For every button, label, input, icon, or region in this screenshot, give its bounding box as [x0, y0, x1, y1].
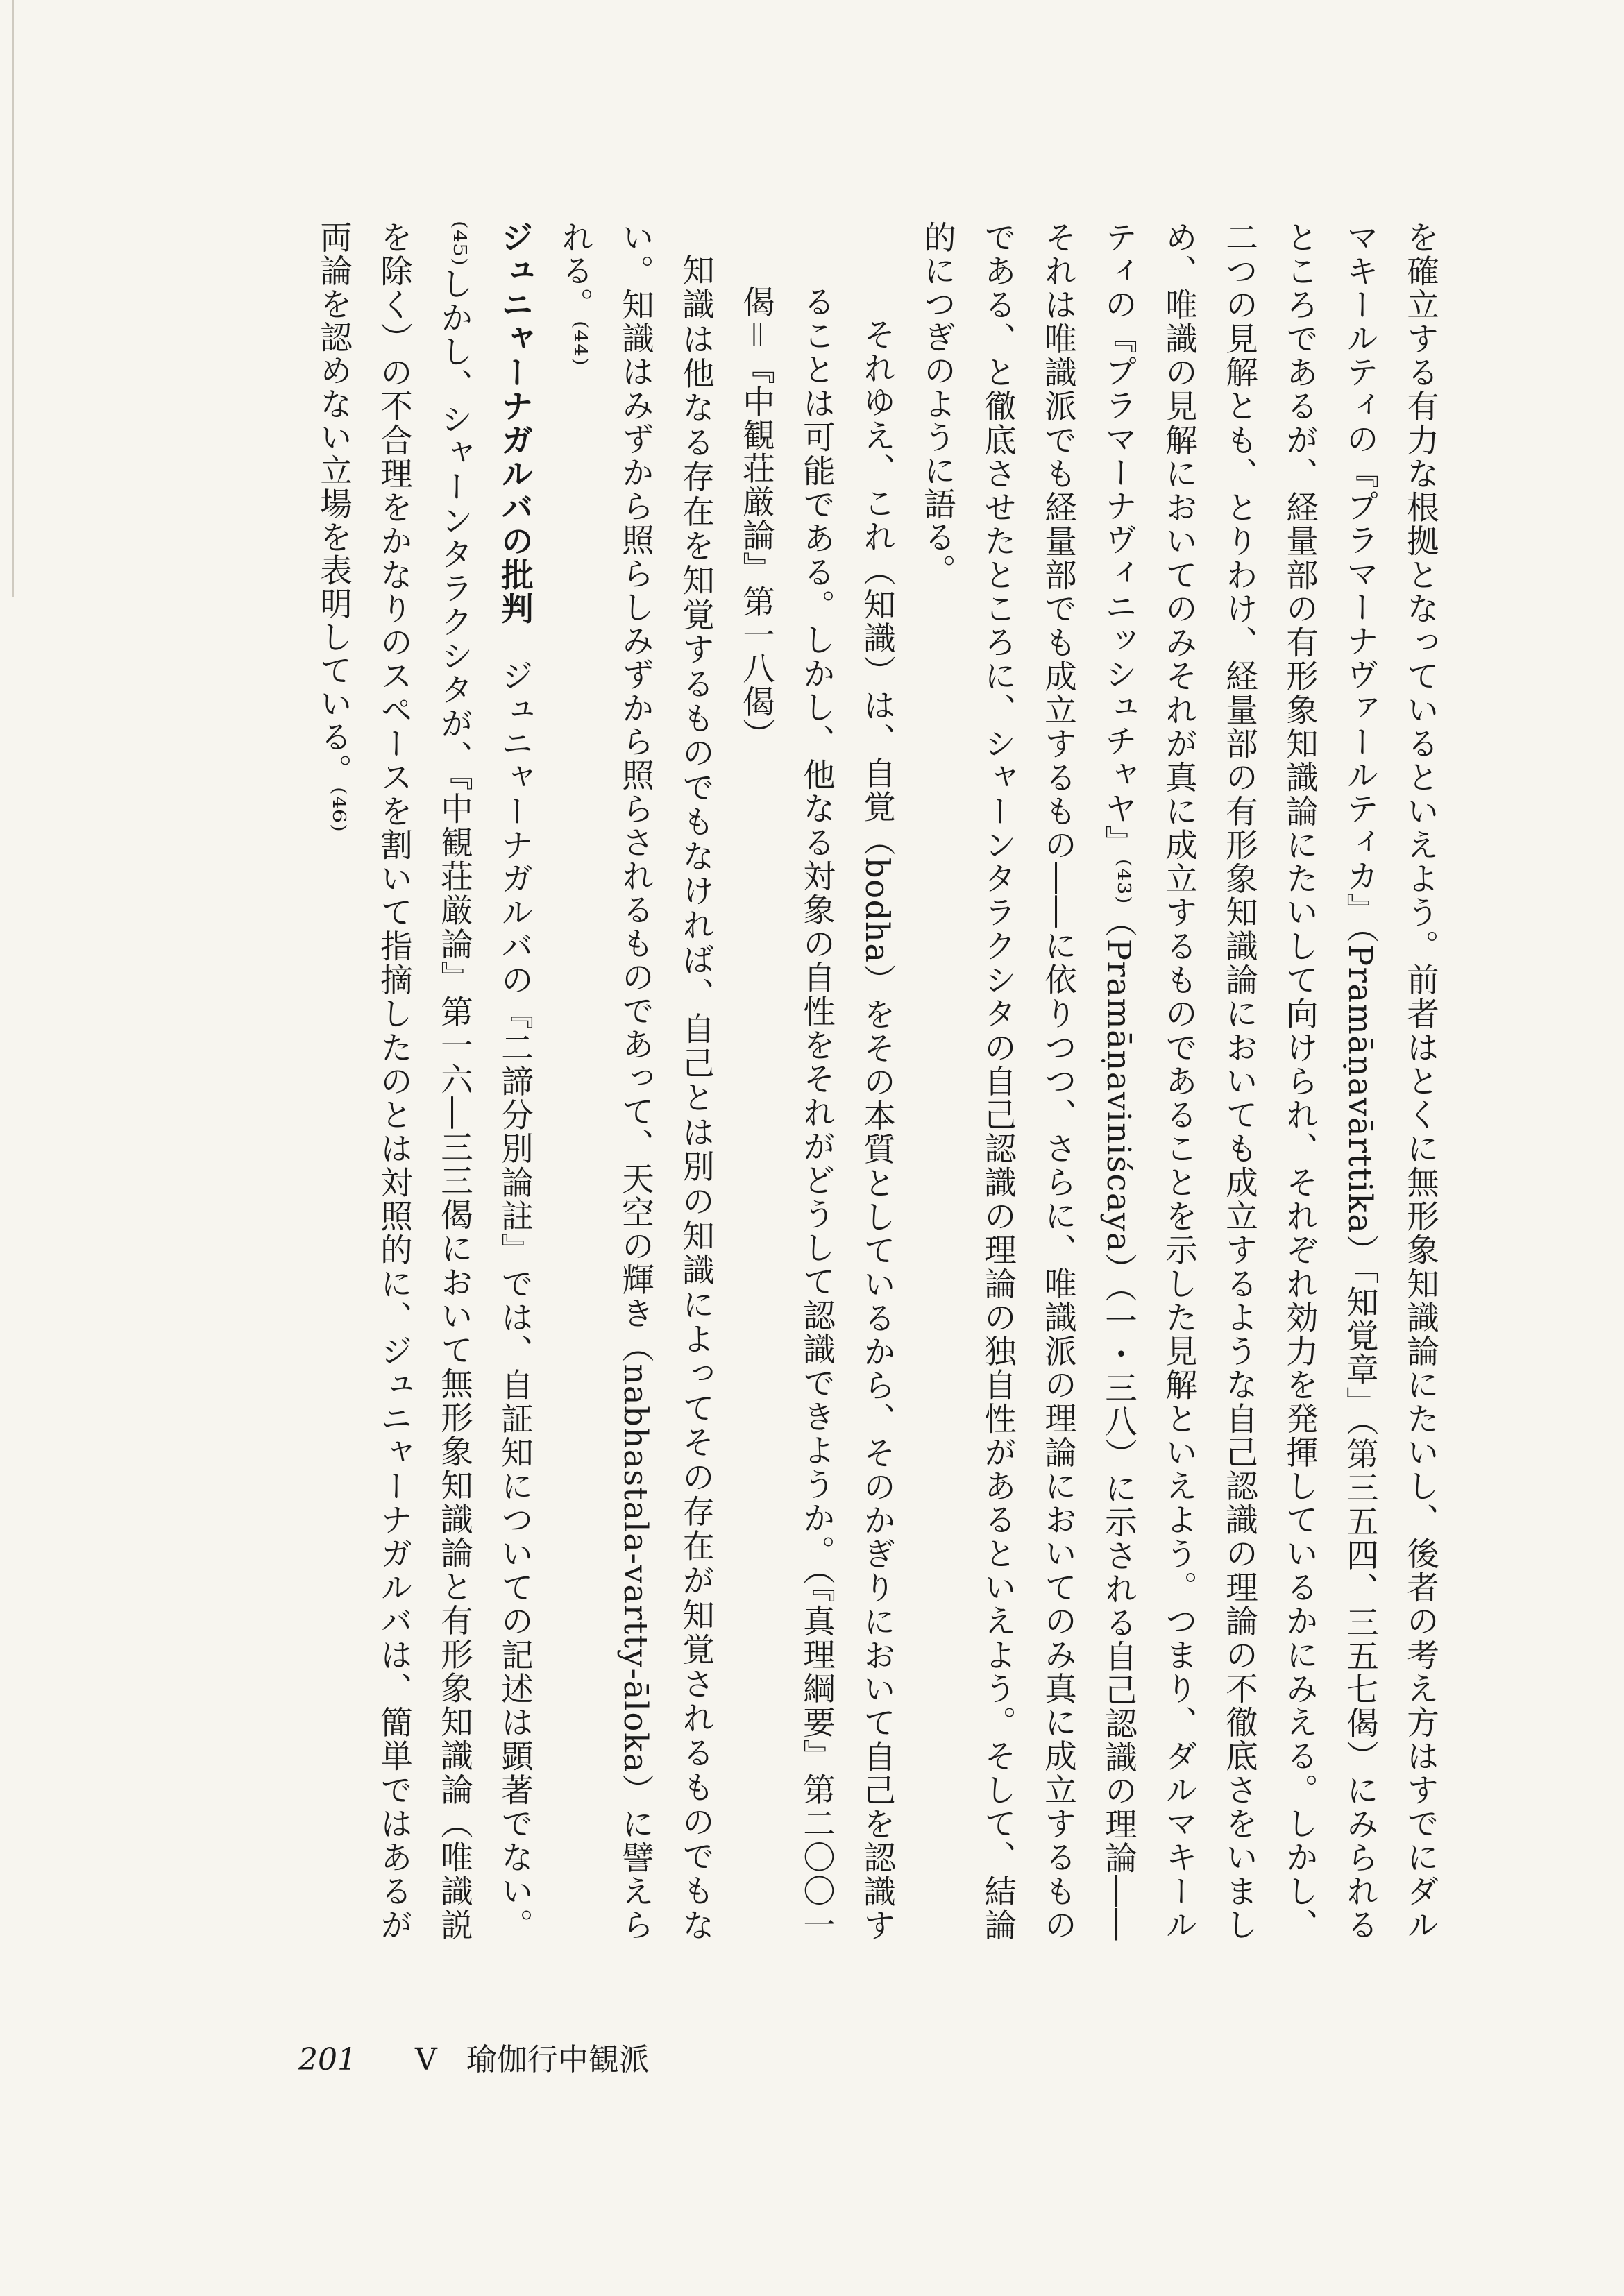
paragraph: [907, 221, 1450, 1941]
paragraph-text: 知識は他なる存在を知覚するものでもなければ、自己とは別の知識によってその存在が知覚されるものでもない。知識はみずから照らしみずから照らされるものであって、天空の輝き（nabhastala-vartty-āloka）に譬えられる。⁽⁴⁴⁾: [557, 221, 715, 1941]
paragraph: [303, 221, 545, 1941]
page-footer: [298, 2034, 650, 2079]
chapter-title: 瑜伽行中観派: [466, 2042, 650, 2077]
paragraph-text: を確立する有力な根拠となっているといえよう。前者はとくに無形象知識論にたいし、後者の考え方はすでにダルマキールティの『プラマーナヴァールティカ』（Pramāṇavārttika）「知覚章」（第三五四、三五七偈）にみられるところであるが、経量部の有形象知識論にたいして向けられ、それぞれ効力を発揮しているかにみえる。しかし、二つの見解とも、とりわけ、経量部の有形象知識論においても成立するような自己認識の理論の不徹底さをいましめ、唯識の見解においてのみそれが真に成立するものであることを示した見解といえよう。つまり、ダルマキールティの『プラマーナヴィニッシュチャヤ』⁽⁴³⁾（Pramāṇaviniścaya）（一・三八）に示される自己認識の理論――それは唯識派でも経量部でも成立するもの――に依りつつ、さらに、唯識派の理論においてのみ真に成立するものである、と徹底させたところに、シャーンタラクシタの自己認識の理論の独自性があるといえよう。そして、結論的につぎのように語る。: [919, 221, 1439, 1941]
page-edge-shadow: [12, 0, 14, 597]
paragraph: [726, 221, 907, 1941]
quoted-verse: それゆえ、これ（知識）は、自覚（bodha）をその本質としているから、そのかぎりにおいて自己を認識することは可能である。しかし、他なる対象の自性をそれがどうして認識できようか。（『真理綱要』第二〇〇一偈＝『中観荘厳論』第一八偈）: [738, 285, 896, 1941]
paragraph: [545, 221, 726, 1941]
section-heading: ジュニャーナガルバの批判: [496, 221, 534, 626]
page-number: 201: [298, 2042, 357, 2077]
part-number: V: [414, 2042, 437, 2077]
paragraph-text: ジュニャーナガルバの『二諦分別論註』では、自証知についての記述は顕著でない。⁽⁴⁵⁾しかし、シャーンタラクシタが、『中観荘厳論』第一六―三三偈において無形象知識論と有形象知識論（唯識説を除く）の不合理をかなりのスペースを割いて指摘したのとは対照的に、ジュニャーナガルバは、簡単ではあるが両論を認めない立場を表明している。⁽⁴⁶⁾: [315, 221, 534, 1941]
body-text: [153, 221, 1450, 1941]
